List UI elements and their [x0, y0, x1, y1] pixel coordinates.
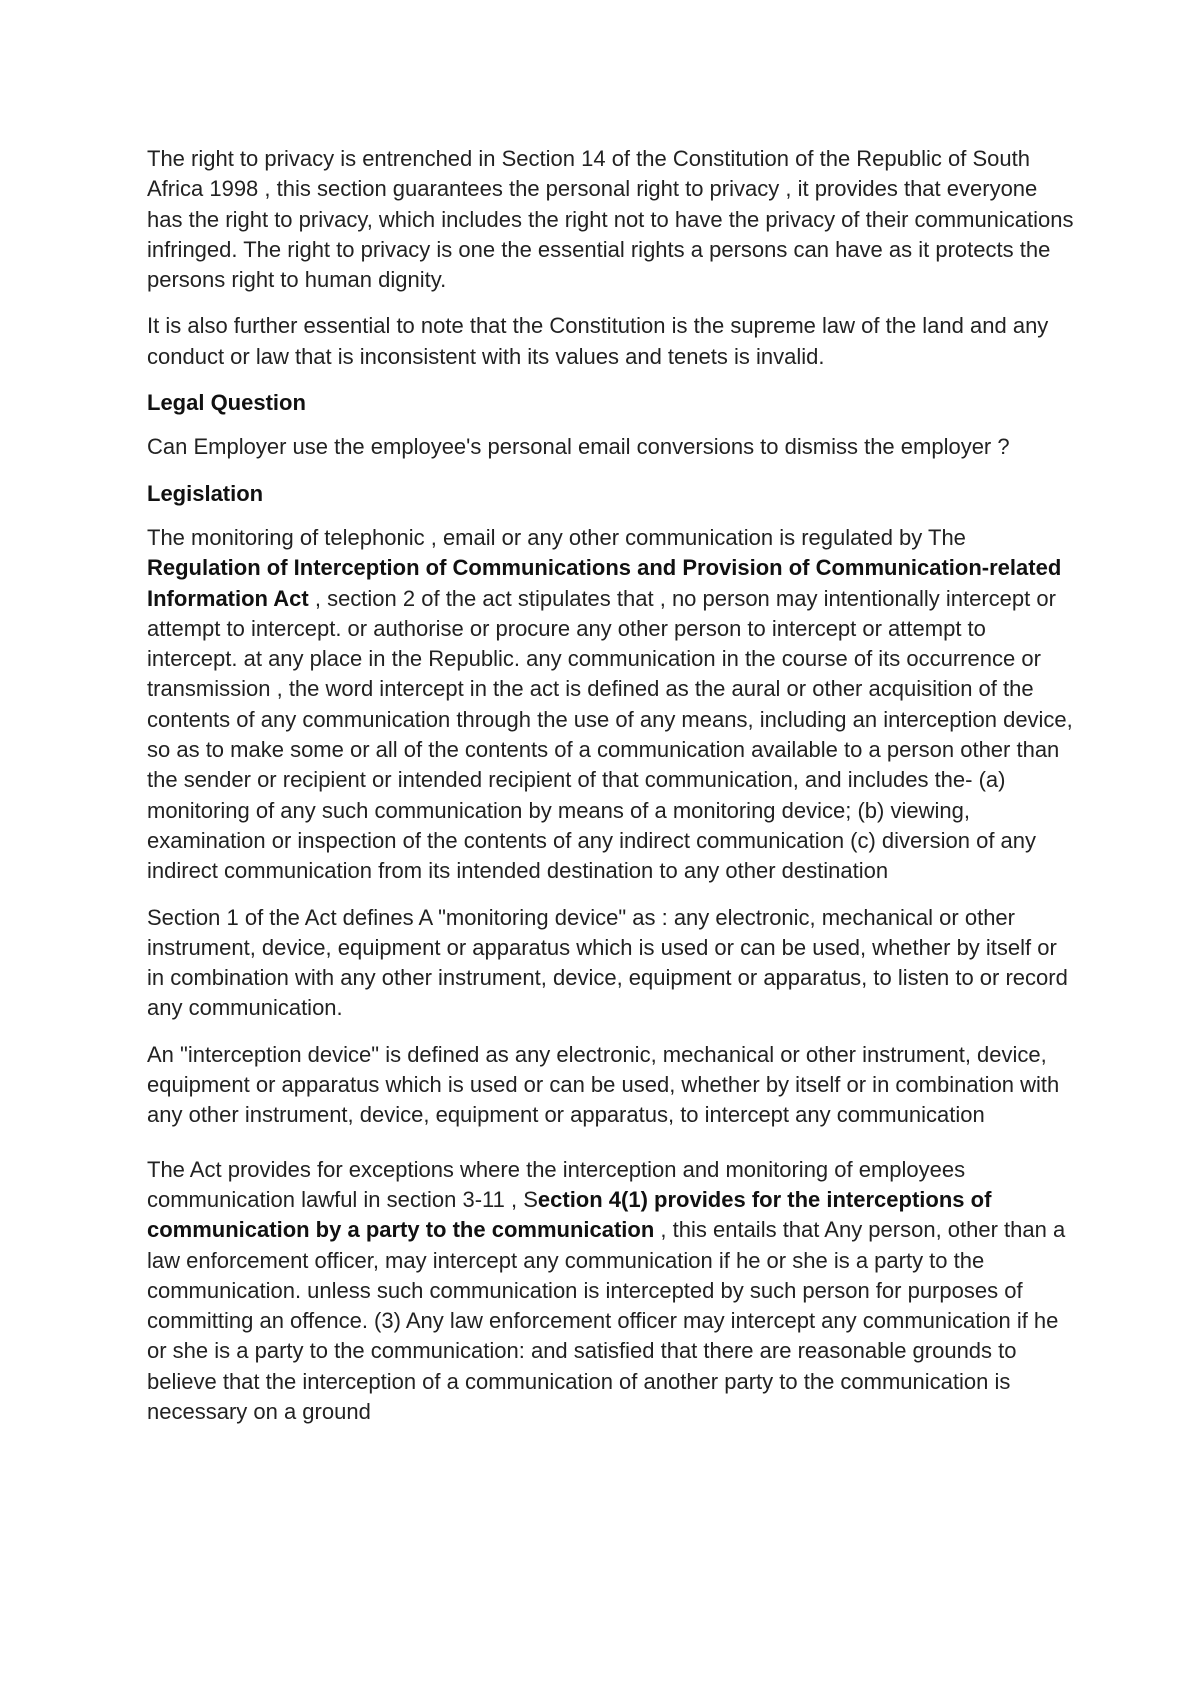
paragraph-monitoring-device-definition: Section 1 of the Act defines A "monitoring device" as : any electronic, mechanical or other instrument, device, equipment or apparatus which is used or can be used, whether by itself or in combination with any other instrument, device, equipment or apparatus, to listen to or record any communication. — [147, 904, 1068, 1021]
paragraph-monitoring-regulation — [147, 523, 1077, 887]
section-4-1-bold: ection 4(1) provides for the interceptions of communication by a party to the communication — [147, 1186, 992, 1243]
heading-legal-question: Legal Question — [147, 390, 306, 416]
paragraph-monitoring-intro: The monitoring of telephonic , email or any other communication is regulated by The — [147, 524, 966, 550]
paragraph-exceptions — [147, 1155, 1077, 1428]
paragraph-legal-question: Can Employer use the employee's personal email conversions to dismiss the employer ? — [147, 434, 1010, 460]
paragraph-exceptions-intro: The Act provides for exceptions where the interception and monitoring of employees communication lawful in section 3-11 , S — [147, 1156, 966, 1212]
paragraph-exceptions-rest: , this entails that Any person, other than a law enforcement officer, may intercept any communication if he or she is a party to the communication. unless such communication is intercepted by such person for purposes of committing an offence. (3) Any law enforcement officer may intercept any communication if he or she is a party to the communication: and satisfied that there are reasonable grounds to believe that the interception of a communication of another party to the communication is necessary on a ground — [147, 1217, 1066, 1424]
paragraph-interception-device-definition: An "interception device" is defined as any electronic, mechanical or other instrument, device, equipment or apparatus which is used or can be used, whether by itself or in combination with any other instrument, device, equipment or apparatus, to intercept any communication — [147, 1041, 1060, 1128]
document-body — [147, 144, 1077, 1443]
paragraph-constitution-supreme: It is also further essential to note that the Constitution is the supreme law of the land and any conduct or law that is inconsistent with its values and tenets is invalid. — [147, 313, 1049, 369]
act-name: Regulation of Interception of Communications and Provision of Communication-related Information Act — [147, 555, 1062, 611]
heading-legislation: Legislation — [147, 480, 264, 506]
paragraph-right-to-privacy: The right to privacy is entrenched in Section 14 of the Constitution of the Republic of South Africa 1998 , this section guarantees the personal right to privacy , it provides that everyone has the right to privacy, which includes the right not to have the privacy of their communications infringed. The right to privacy is one the essential rights a persons can have as it protects the persons right to human dignity. — [147, 146, 1074, 293]
paragraph-monitoring-rest: , section 2 of the act stipulates that , no person may intentionally intercept or attempt to intercept. or authorise or procure any other person to intercept or attempt to intercept. at any place in the Republic. any communication in the course of its occurrence or transmission , the word intercept in the act is defined as the aural or other acquisition of the contents of any communication through the use of any means, including an interception device, so as to make some or all of the contents of a communication available to a person other than the sender or recipient or intended recipient of that communication, and includes the- (a) monitoring of any such communication by means of a monitoring device; (b) viewing, examination or inspection of the contents of any indirect communication (c) diversion of any indirect communication from its intended destination to any other destination — [147, 585, 1073, 884]
